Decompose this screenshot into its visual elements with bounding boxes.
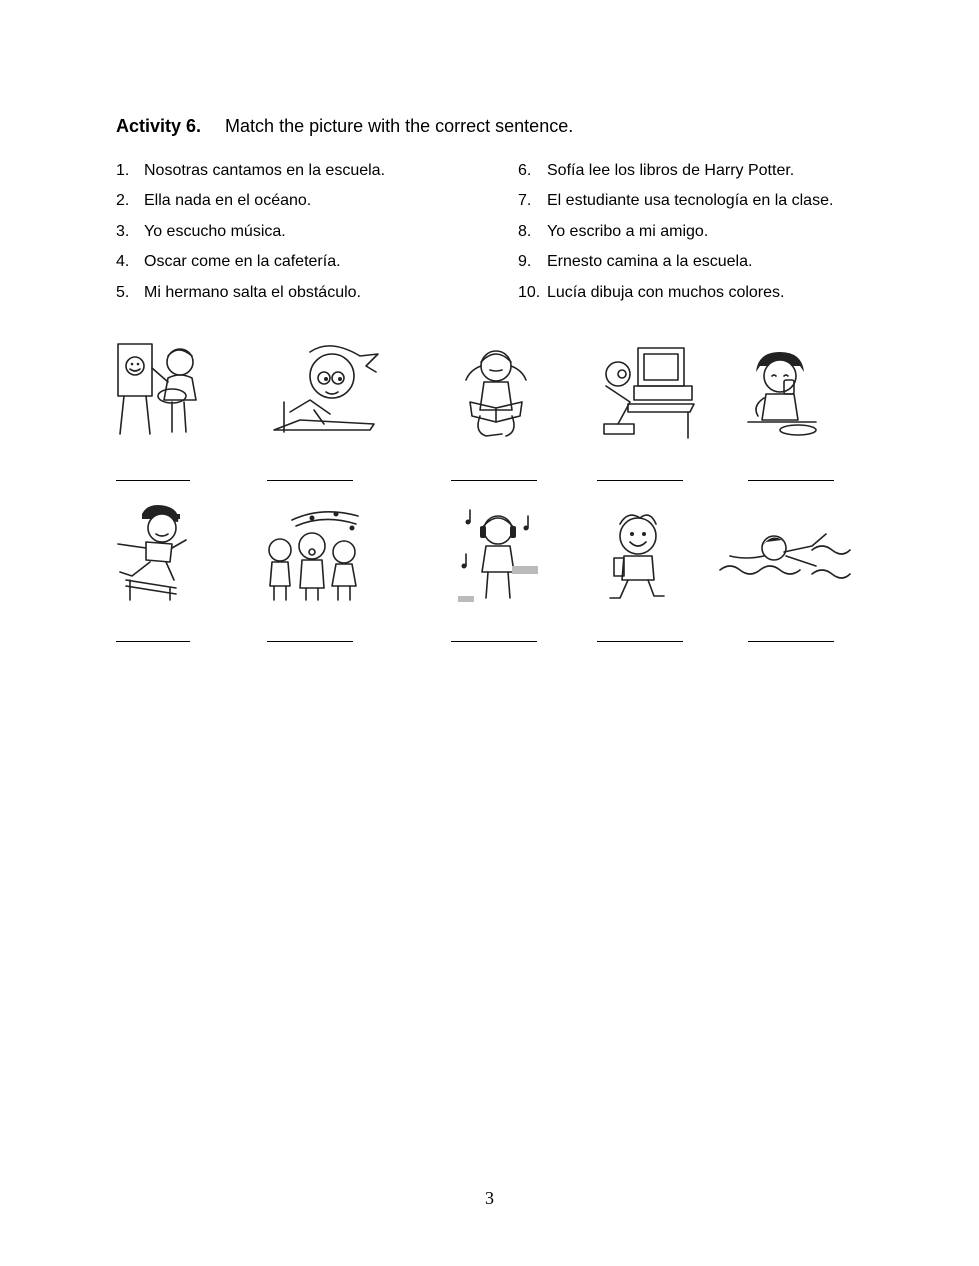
answer-blank[interactable] xyxy=(451,480,537,481)
activity-label: Activity 6. xyxy=(116,116,202,136)
girl-reading-icon xyxy=(456,346,536,440)
answer-blank[interactable] xyxy=(267,641,353,642)
sentence-item xyxy=(518,186,833,216)
sentence-text: Sofía lee los libros de Harry Potter. xyxy=(547,162,795,179)
sentence-item xyxy=(518,156,833,186)
sentence-text: Ella nada en el océano. xyxy=(144,192,312,210)
sentence-number: 2. xyxy=(116,192,130,210)
sentence-number: 4. xyxy=(116,253,130,271)
sentence-item xyxy=(518,278,833,308)
sentence-number: 5. xyxy=(116,283,130,301)
child-painting-icon xyxy=(114,340,204,440)
answer-blank[interactable] xyxy=(597,641,683,642)
sentence-number: 10. xyxy=(518,283,541,301)
boy-writing-icon xyxy=(270,342,380,440)
sentence-list-left xyxy=(116,156,385,308)
sentence-number: 7. xyxy=(518,192,532,210)
girl-headphones-icon xyxy=(456,506,538,604)
answer-blank[interactable] xyxy=(451,641,537,642)
sentence-item xyxy=(116,217,385,247)
student-computer-icon xyxy=(598,344,698,440)
sentence-number: 6. xyxy=(518,162,532,179)
sentence-text: Yo escucho música. xyxy=(144,222,286,240)
sentence-item xyxy=(518,247,833,277)
boy-hurdle-jump-icon xyxy=(112,500,192,604)
sentence-number: 9. xyxy=(518,253,532,271)
sentence-item xyxy=(518,217,833,247)
answer-blank[interactable] xyxy=(748,641,834,642)
boy-walking-icon xyxy=(606,510,670,604)
children-singing-icon xyxy=(262,506,364,604)
activity-instruction: Match the picture with the correct sentence. xyxy=(225,116,574,136)
sentence-list-right xyxy=(518,156,833,308)
sentence-number: 8. xyxy=(518,222,532,240)
sentence-number: 1. xyxy=(116,162,130,179)
answer-blank[interactable] xyxy=(597,480,683,481)
sentence-text: Ernesto camina a la escuela. xyxy=(547,253,753,271)
answer-blank[interactable] xyxy=(267,480,353,481)
sentence-item xyxy=(116,247,385,277)
answer-blank[interactable] xyxy=(116,641,190,642)
boy-eating-icon xyxy=(744,350,820,440)
sentence-text: Nosotras cantamos en la escuela. xyxy=(144,162,386,179)
sentence-text: Yo escribo a mi amigo. xyxy=(547,222,709,240)
sentence-text: Oscar come en la cafetería. xyxy=(144,253,341,271)
activity-heading xyxy=(116,116,573,137)
answer-blank[interactable] xyxy=(116,480,190,481)
page-number: 3 xyxy=(485,1188,494,1208)
answer-blank[interactable] xyxy=(748,480,834,481)
sentence-number: 3. xyxy=(116,222,130,240)
sentence-text: El estudiante usa tecnología en la clase. xyxy=(547,192,834,210)
sentence-item xyxy=(116,156,385,186)
sentence-text: Lucía dibuja con muchos colores. xyxy=(547,283,785,301)
sentence-item xyxy=(116,186,385,216)
sentence-text: Mi hermano salta el obstáculo. xyxy=(144,283,361,301)
sentence-item xyxy=(116,278,385,308)
girl-swimming-icon xyxy=(716,526,852,586)
